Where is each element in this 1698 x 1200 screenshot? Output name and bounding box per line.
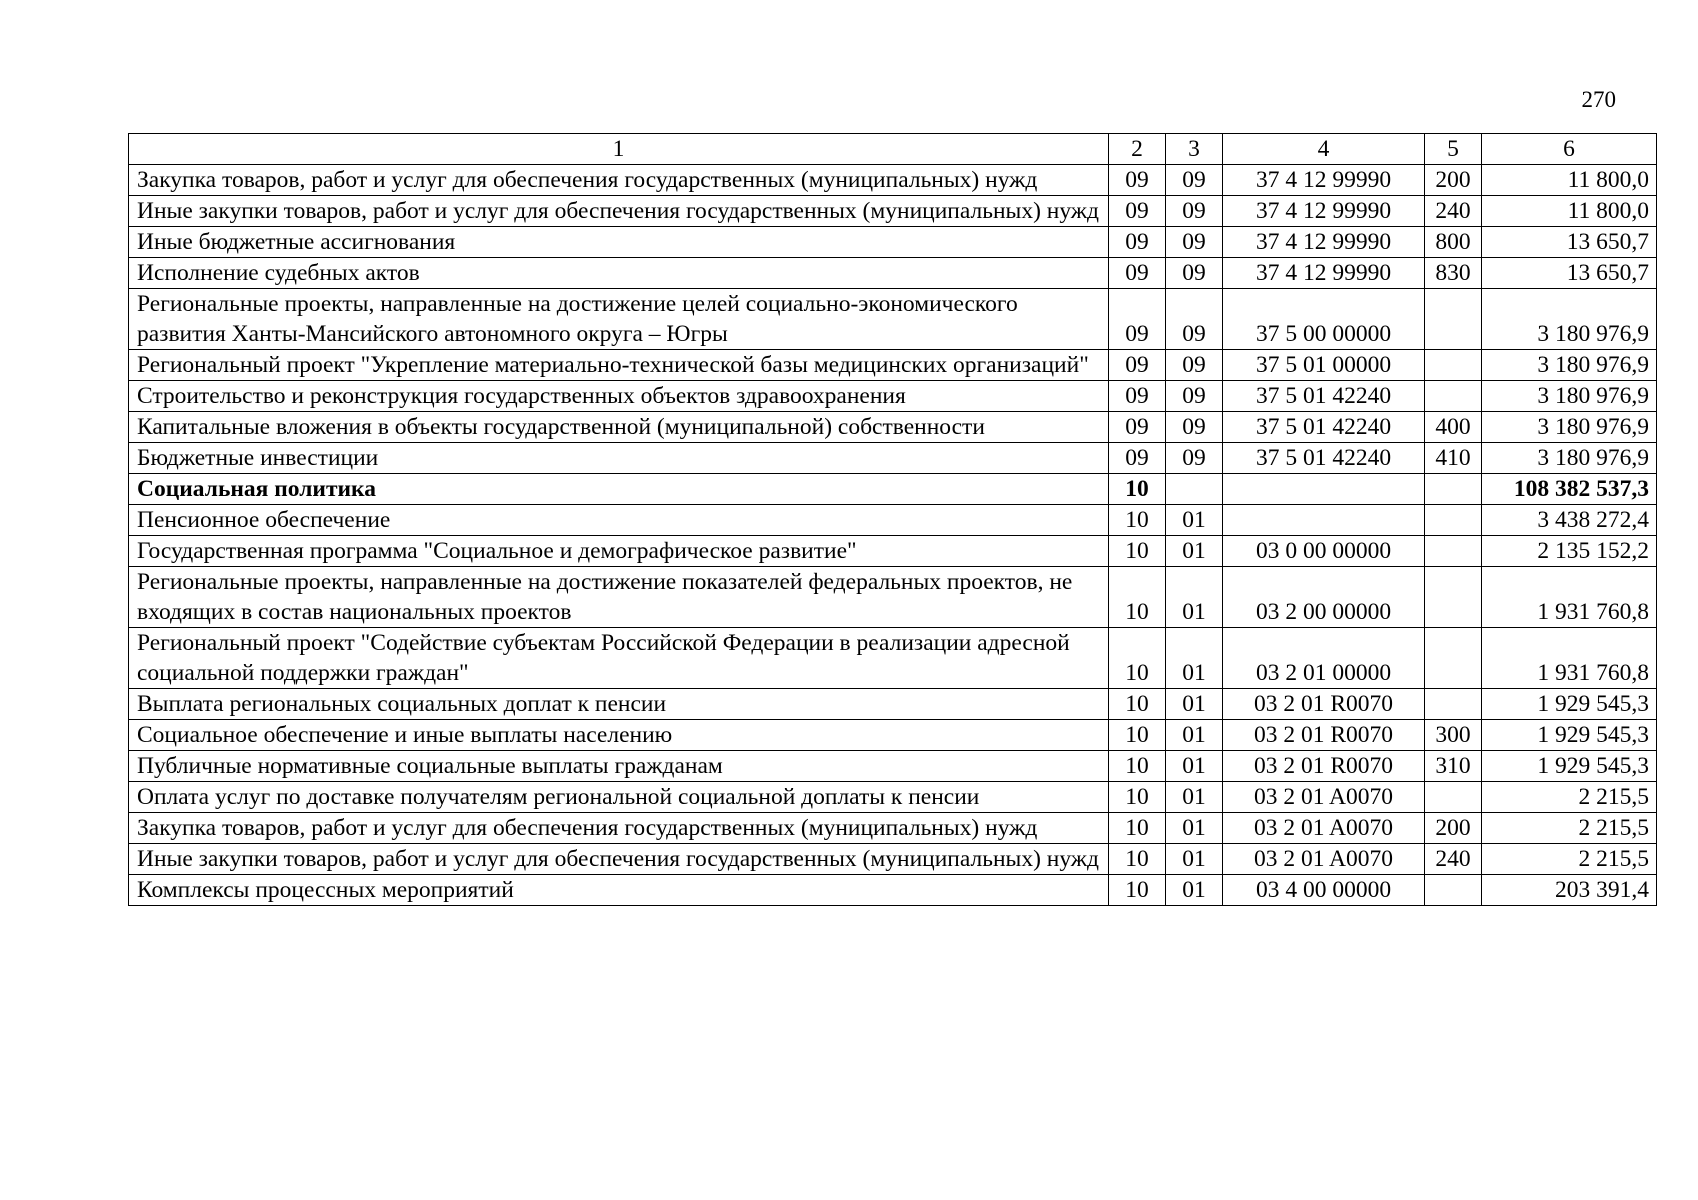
table-row [129,381,1657,412]
row-section-cell: 10 [1109,505,1166,536]
table-header [129,134,1657,165]
header-cell-5: 5 [1425,134,1482,165]
row-section-cell: 10 [1109,751,1166,782]
row-expense-type-cell [1425,689,1482,720]
row-expense-type-cell: 400 [1425,412,1482,443]
row-target-article-cell: 03 2 01 A0070 [1223,813,1425,844]
row-section-cell: 10 [1109,782,1166,813]
row-expense-type-cell: 240 [1425,844,1482,875]
row-expense-type-cell: 410 [1425,443,1482,474]
row-section-cell: 09 [1109,443,1166,474]
row-subsection-cell: 09 [1166,227,1223,258]
table-row [129,689,1657,720]
row-name-cell: Исполнение судебных актов [129,258,1109,289]
row-target-article-cell: 37 5 01 00000 [1223,350,1425,381]
row-target-article-cell: 03 0 00 00000 [1223,536,1425,567]
table-row [129,443,1657,474]
row-amount-cell: 1 929 545,3 [1482,720,1657,751]
row-section-cell: 09 [1109,412,1166,443]
row-amount-cell: 11 800,0 [1482,165,1657,196]
row-amount-cell: 1 929 545,3 [1482,689,1657,720]
row-target-article-cell: 37 4 12 99990 [1223,196,1425,227]
row-expense-type-cell [1425,628,1482,689]
row-amount-cell: 3 180 976,9 [1482,443,1657,474]
row-subsection-cell: 01 [1166,782,1223,813]
row-name-cell: Закупка товаров, работ и услуг для обеспечения государственных (муниципальных) нужд [129,165,1109,196]
table-row [129,227,1657,258]
row-target-article-cell: 03 2 01 R0070 [1223,689,1425,720]
row-amount-cell: 11 800,0 [1482,196,1657,227]
row-amount-cell: 3 180 976,9 [1482,412,1657,443]
row-target-article-cell: 37 4 12 99990 [1223,258,1425,289]
row-expense-type-cell [1425,289,1482,350]
row-expense-type-cell [1425,474,1482,505]
row-amount-cell: 3 438 272,4 [1482,505,1657,536]
row-subsection-cell: 09 [1166,412,1223,443]
row-amount-cell: 1 931 760,8 [1482,628,1657,689]
row-name-cell: Публичные нормативные социальные выплаты гражданам [129,751,1109,782]
row-subsection-cell: 01 [1166,628,1223,689]
row-name-cell: Государственная программа "Социальное и демографическое развитие" [129,536,1109,567]
header-cell-2: 2 [1109,134,1166,165]
table-row [129,751,1657,782]
row-subsection-cell: 09 [1166,381,1223,412]
row-name-cell: Иные закупки товаров, работ и услуг для обеспечения государственных (муниципальных) нужд [129,844,1109,875]
row-amount-cell: 1 929 545,3 [1482,751,1657,782]
row-name-cell: Региональный проект "Укрепление материально-технической базы медицинских организаций" [129,350,1109,381]
row-section-cell: 09 [1109,196,1166,227]
page-number: 270 [1581,87,1616,112]
row-section-cell: 09 [1109,350,1166,381]
row-section-cell: 10 [1109,875,1166,906]
row-amount-cell: 2 215,5 [1482,844,1657,875]
row-amount-cell: 203 391,4 [1482,875,1657,906]
row-expense-type-cell [1425,381,1482,412]
row-subsection-cell: 01 [1166,813,1223,844]
row-subsection-cell: 09 [1166,289,1223,350]
row-expense-type-cell [1425,505,1482,536]
row-target-article-cell: 03 2 01 00000 [1223,628,1425,689]
row-name-cell: Строительство и реконструкция государственных объектов здравоохранения [129,381,1109,412]
table-row [129,289,1657,350]
row-name-cell: Региональный проект "Содействие субъектам Российской Федерации в реализации адресной социальной поддержки граждан" [129,628,1109,689]
row-section-cell: 09 [1109,289,1166,350]
table-row [129,412,1657,443]
row-expense-type-cell [1425,567,1482,628]
row-expense-type-cell: 300 [1425,720,1482,751]
row-expense-type-cell [1425,350,1482,381]
row-section-cell: 10 [1109,720,1166,751]
row-name-cell: Пенсионное обеспечение [129,505,1109,536]
row-subsection-cell: 01 [1166,751,1223,782]
row-amount-cell: 3 180 976,9 [1482,350,1657,381]
table-row [129,350,1657,381]
row-expense-type-cell: 310 [1425,751,1482,782]
table-row [129,720,1657,751]
row-amount-cell: 13 650,7 [1482,227,1657,258]
table-row [129,474,1657,505]
row-section-cell: 10 [1109,844,1166,875]
header-cell-3: 3 [1166,134,1223,165]
row-name-cell: Бюджетные инвестиции [129,443,1109,474]
row-target-article-cell: 37 5 01 42240 [1223,381,1425,412]
row-subsection-cell [1166,474,1223,505]
row-target-article-cell: 03 2 01 R0070 [1223,720,1425,751]
row-amount-cell: 108 382 537,3 [1482,474,1657,505]
row-subsection-cell: 01 [1166,505,1223,536]
row-name-cell: Капитальные вложения в объекты государственной (муниципальной) собственности [129,412,1109,443]
row-section-cell: 09 [1109,227,1166,258]
row-subsection-cell: 01 [1166,720,1223,751]
row-subsection-cell: 01 [1166,844,1223,875]
row-expense-type-cell: 800 [1425,227,1482,258]
row-section-cell: 09 [1109,165,1166,196]
header-cell-1: 1 [129,134,1109,165]
row-subsection-cell: 01 [1166,875,1223,906]
row-expense-type-cell: 200 [1425,813,1482,844]
table-row [129,505,1657,536]
row-expense-type-cell: 830 [1425,258,1482,289]
row-section-cell: 09 [1109,258,1166,289]
row-section-cell: 10 [1109,567,1166,628]
row-name-cell: Социальное обеспечение и иные выплаты населению [129,720,1109,751]
row-name-cell: Социальная политика [129,474,1109,505]
row-expense-type-cell [1425,875,1482,906]
row-subsection-cell: 01 [1166,567,1223,628]
row-target-article-cell [1223,474,1425,505]
row-name-cell: Комплексы процессных мероприятий [129,875,1109,906]
row-subsection-cell: 09 [1166,350,1223,381]
table-body [129,165,1657,906]
row-section-cell: 10 [1109,628,1166,689]
row-section-cell: 09 [1109,381,1166,412]
row-amount-cell: 3 180 976,9 [1482,381,1657,412]
row-target-article-cell [1223,505,1425,536]
table-row [129,782,1657,813]
row-target-article-cell: 37 5 00 00000 [1223,289,1425,350]
table-row [129,258,1657,289]
row-target-article-cell: 03 2 01 R0070 [1223,751,1425,782]
row-name-cell: Закупка товаров, работ и услуг для обеспечения государственных (муниципальных) нужд [129,813,1109,844]
table-row [129,196,1657,227]
row-target-article-cell: 37 5 01 42240 [1223,412,1425,443]
row-section-cell: 10 [1109,474,1166,505]
row-target-article-cell: 03 2 00 00000 [1223,567,1425,628]
table-row [129,567,1657,628]
row-amount-cell: 13 650,7 [1482,258,1657,289]
header-cell-4: 4 [1223,134,1425,165]
row-expense-type-cell: 240 [1425,196,1482,227]
row-name-cell: Иные закупки товаров, работ и услуг для обеспечения государственных (муниципальных) нужд [129,196,1109,227]
row-amount-cell: 3 180 976,9 [1482,289,1657,350]
row-subsection-cell: 01 [1166,689,1223,720]
row-target-article-cell: 03 2 01 A0070 [1223,844,1425,875]
table-row [129,628,1657,689]
row-amount-cell: 2 135 152,2 [1482,536,1657,567]
row-expense-type-cell [1425,536,1482,567]
row-amount-cell: 2 215,5 [1482,782,1657,813]
row-amount-cell: 2 215,5 [1482,813,1657,844]
row-name-cell: Иные бюджетные ассигнования [129,227,1109,258]
budget-table [128,133,1657,906]
table-row [129,875,1657,906]
row-subsection-cell: 09 [1166,258,1223,289]
row-subsection-cell: 09 [1166,196,1223,227]
row-subsection-cell: 09 [1166,165,1223,196]
row-subsection-cell: 01 [1166,536,1223,567]
header-row [129,134,1657,165]
row-name-cell: Выплата региональных социальных доплат к пенсии [129,689,1109,720]
table-row [129,536,1657,567]
row-section-cell: 10 [1109,536,1166,567]
row-target-article-cell: 03 4 00 00000 [1223,875,1425,906]
table-row [129,165,1657,196]
table-row [129,813,1657,844]
row-section-cell: 10 [1109,689,1166,720]
row-target-article-cell: 37 5 01 42240 [1223,443,1425,474]
row-section-cell: 10 [1109,813,1166,844]
row-target-article-cell: 37 4 12 99990 [1223,165,1425,196]
header-cell-6: 6 [1482,134,1657,165]
row-amount-cell: 1 931 760,8 [1482,567,1657,628]
table-row [129,844,1657,875]
row-name-cell: Региональные проекты, направленные на достижение целей социально-экономического развития Ханты-Мансийского автономного округа – Югры [129,289,1109,350]
row-expense-type-cell [1425,782,1482,813]
row-target-article-cell: 03 2 01 A0070 [1223,782,1425,813]
row-name-cell: Оплата услуг по доставке получателям региональной социальной доплаты к пенсии [129,782,1109,813]
row-subsection-cell: 09 [1166,443,1223,474]
row-name-cell: Региональные проекты, направленные на достижение показателей федеральных проектов, не входящих в состав национальных проектов [129,567,1109,628]
row-expense-type-cell: 200 [1425,165,1482,196]
row-target-article-cell: 37 4 12 99990 [1223,227,1425,258]
